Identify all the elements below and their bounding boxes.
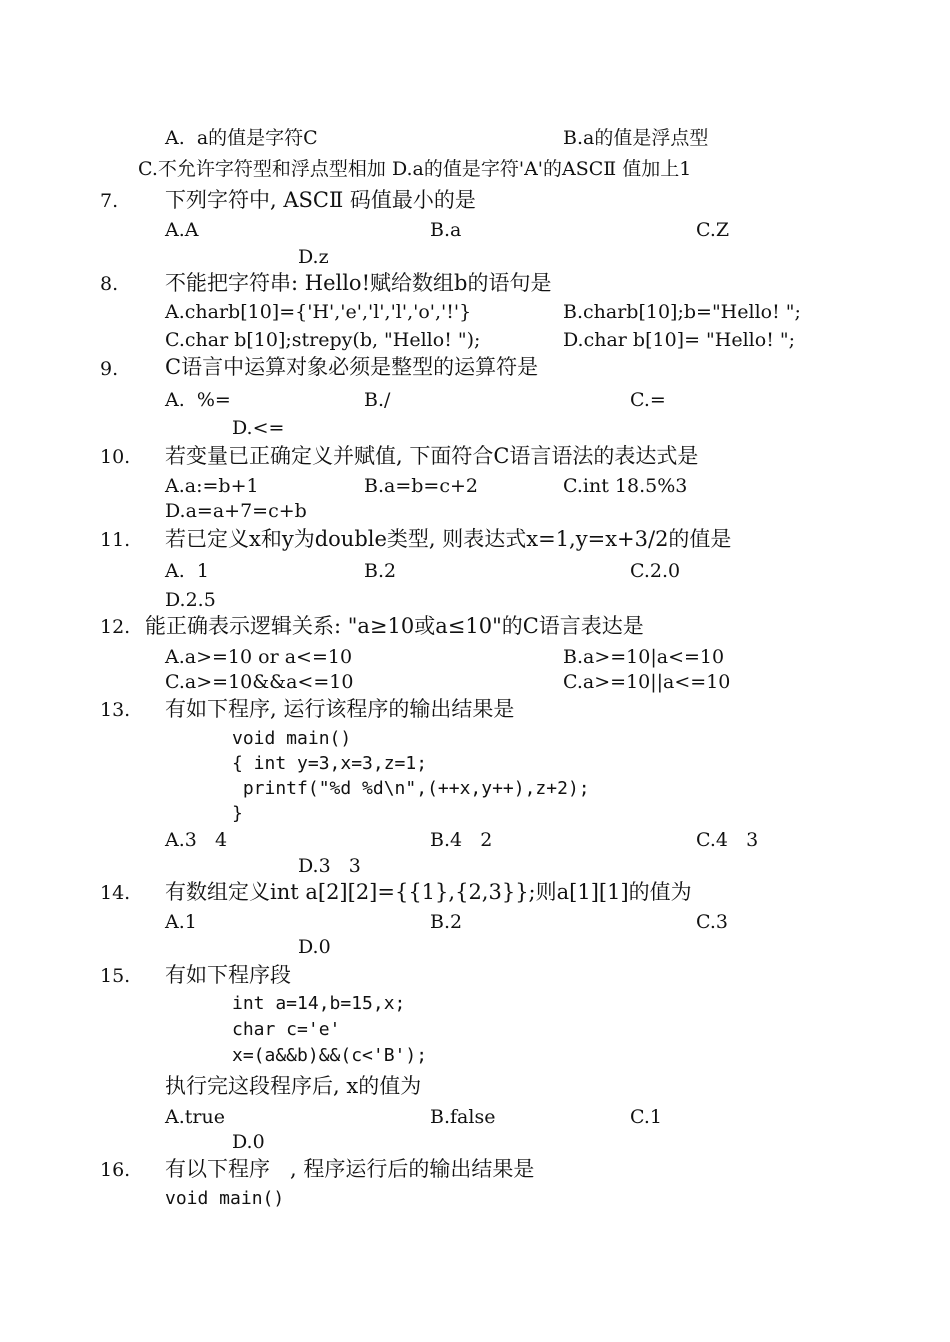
q13-stem: 有如下程序, 运行该程序的输出结果是: [165, 697, 515, 721]
q11-option-d: D.2.5: [165, 589, 216, 611]
q14-stem: 有数组定义int a[2][2]={{1},{2,3}};则a[1][1]的值为: [165, 880, 692, 904]
q11-stem: 若已定义x和y为double类型, 则表达式x=1,y=x+3/2的值是: [165, 527, 732, 551]
q9-option-c: C.=: [630, 389, 666, 411]
q15-stem: 有如下程序段: [165, 963, 291, 987]
q13-code-line: void main(): [232, 728, 352, 749]
q15-number: 15.: [100, 965, 131, 987]
q7-option-d: D.z: [298, 246, 329, 268]
q16-code-line: void main(): [165, 1188, 285, 1209]
q15-code-line: int a=14,b=15,x;: [232, 993, 406, 1014]
q12-option-c: C.a>=10&&a<=10: [165, 671, 354, 693]
q8-option-d: D.char b[10]= "Hello! ";: [563, 329, 796, 351]
q13-code-line: }: [232, 803, 243, 824]
q13-option-c: C.4 3: [696, 829, 759, 851]
q12-stem: 能正确表示逻辑关系: "a≥10或a≤10"的C语言表达是: [145, 614, 644, 638]
q12-option-a: A.a>=10 or a<=10: [165, 646, 353, 668]
q16-stem: 有以下程序 , 程序运行后的输出结果是: [165, 1157, 535, 1181]
q8-option-c: C.char b[10];strepy(b, "Hello! ");: [165, 329, 481, 351]
q10-option-c: C.int 18.5%3: [563, 475, 688, 497]
q15-option-d: D.0: [232, 1131, 265, 1153]
q9-option-d: D.<=: [232, 417, 285, 439]
q8-number: 8.: [100, 273, 119, 295]
q7-option-c: C.Z: [696, 219, 730, 241]
q9-number: 9.: [100, 358, 119, 380]
q7-option-a: A.A: [165, 219, 199, 241]
q16-number: 16.: [100, 1159, 131, 1181]
q11-option-b: B.2: [364, 560, 397, 582]
q14-option-d: D.0: [298, 936, 331, 958]
q12-number: 12.: [100, 616, 131, 638]
q8-option-a: A.charb[10]={'H','e','l','l','o','!'}: [165, 301, 472, 323]
q15-option-c: C.1: [630, 1106, 662, 1128]
q12-option-d: C.a>=10||a<=10: [563, 671, 731, 693]
q13-number: 13.: [100, 699, 131, 721]
q11-option-c: C.2.0: [630, 560, 681, 582]
q11-number: 11.: [100, 529, 131, 551]
q10-option-b: B.a=b=c+2: [364, 475, 478, 497]
q15-code-line: x=(a&&b)&&(c<'B');: [232, 1045, 428, 1066]
prev-option-c-d: C.不允许字符型和浮点型相加 D.a的值是字符'A'的ASCⅡ 值加上1: [138, 158, 692, 180]
q8-stem: 不能把字符串: Hello!赋给数组b的语句是: [165, 271, 552, 295]
q10-stem: 若变量已正确定义并赋值, 下面符合C语言语法的表达式是: [165, 444, 699, 468]
q14-option-a: A.1: [165, 911, 197, 933]
q12-option-b: B.a>=10|a<=10: [563, 646, 725, 668]
q15-after-text: 执行完这段程序后, x的值为: [165, 1074, 422, 1098]
q15-option-a: A.true: [165, 1106, 225, 1128]
q14-option-b: B.2: [430, 911, 463, 933]
q9-stem: C语言中运算对象必须是整型的运算符是: [165, 355, 539, 379]
q15-code-line: char c='e': [232, 1019, 341, 1040]
q7-stem: 下列字符中, ASCⅡ 码值最小的是: [165, 188, 476, 212]
q15-option-b: B.false: [430, 1106, 496, 1128]
q14-option-c: C.3: [696, 911, 728, 933]
prev-option-b: B.a的值是浮点型: [563, 127, 709, 149]
q10-number: 10.: [100, 446, 131, 468]
q9-option-b: B./: [364, 389, 391, 411]
q7-option-b: B.a: [430, 219, 462, 241]
q13-code-line: printf("%d %d\n",(++x,y++),z+2);: [232, 778, 590, 799]
q14-number: 14.: [100, 882, 131, 904]
q13-option-a: A.3 4: [165, 829, 228, 851]
q9-option-a: A. %=: [165, 389, 231, 411]
q7-number: 7.: [100, 190, 119, 212]
q8-option-b: B.charb[10];b="Hello! ";: [563, 301, 801, 323]
q13-option-b: B.4 2: [430, 829, 493, 851]
prev-option-a: A. a的值是字符C: [165, 127, 318, 149]
q10-option-d: D.a=a+7=c+b: [165, 500, 307, 522]
q11-option-a: A. 1: [165, 560, 209, 582]
q13-code-line: { int y=3,x=3,z=1;: [232, 753, 428, 774]
q10-option-a: A.a:=b+1: [165, 475, 259, 497]
q13-option-d: D.3 3: [298, 855, 361, 877]
